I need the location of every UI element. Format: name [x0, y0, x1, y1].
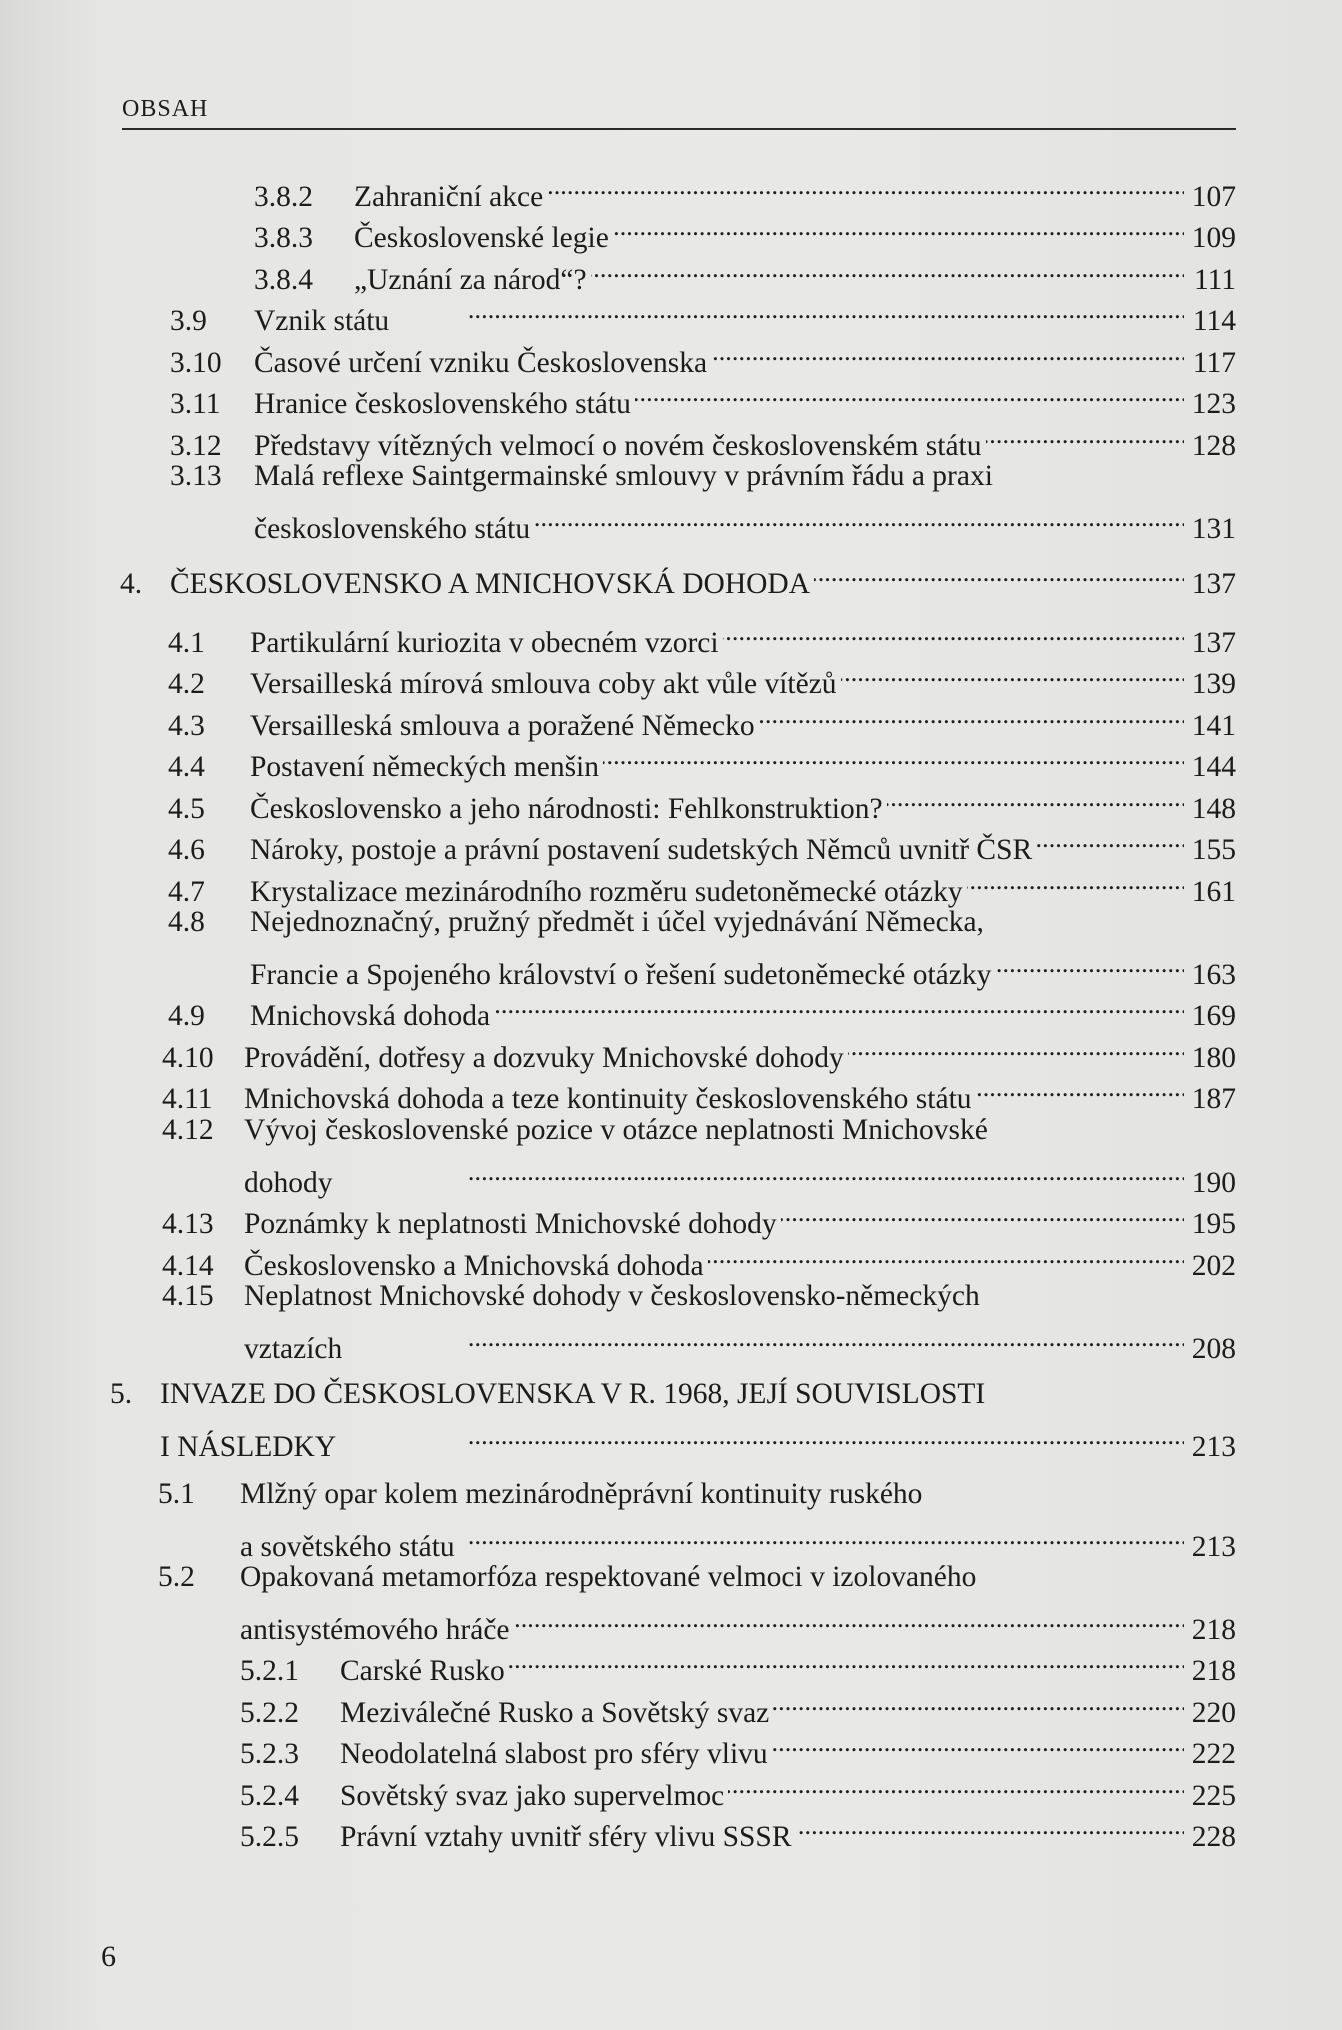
toc-title: ČESKOSLOVENSKO A MNICHOVSKÁ DOHODA [170, 568, 811, 600]
toc-page: 202 [1191, 1250, 1236, 1282]
toc-page: 155 [1191, 834, 1236, 866]
toc-title: Versailleská mírová smlouva coby akt vůle vítězů [250, 668, 837, 700]
toc-page: 137 [1191, 627, 1236, 659]
toc-page: 131 [1191, 513, 1236, 545]
toc-title: Nejednoznačný, pružný předmět i účel vyjednávání Německa, [250, 906, 984, 938]
dot-leader [591, 249, 1184, 289]
running-head: OBSAH [122, 96, 209, 122]
toc-title: Malá reflexe Saintgermainské smlouvy v právním řádu a praxi [254, 460, 993, 492]
dot-leader [708, 1235, 1184, 1275]
toc-number: 4.5 [168, 793, 205, 825]
toc-number: 3.8.3 [254, 222, 313, 254]
toc-number: 4.11 [162, 1083, 213, 1115]
toc-page: 117 [1192, 347, 1236, 379]
dot-leader [509, 1640, 1184, 1680]
toc-number: 4.3 [168, 710, 205, 742]
toc-page: 218 [1191, 1655, 1236, 1687]
toc-page: 141 [1191, 710, 1236, 742]
toc-title: Krystalizace mezinárodního rozměru sudetoněmecké otázky [250, 876, 963, 908]
toc-number: 5.2.1 [240, 1655, 299, 1687]
toc-number: 4.10 [162, 1042, 214, 1074]
toc-page: 109 [1191, 222, 1236, 254]
toc-number: 3.13 [170, 460, 222, 492]
toc-entry-first-line [158, 1557, 976, 1597]
toc-entry-first-line [158, 1474, 922, 1514]
toc-title: Postavení německých menšin [250, 751, 600, 783]
toc-title: Československo a Mnichovská dohoda [244, 1250, 704, 1282]
toc-page: 225 [1191, 1780, 1236, 1812]
page-number: 6 [101, 1940, 116, 1973]
toc-page: 190 [1191, 1167, 1236, 1199]
dot-leader [514, 1599, 1184, 1639]
toc-page: 128 [1191, 430, 1236, 462]
toc-title: Carské Rusko [340, 1655, 505, 1687]
dot-leader [613, 207, 1184, 247]
toc-title-continued: Francie a Spojeného království o řešení sudetoněmecké otázky [250, 959, 992, 991]
dot-leader [340, 1416, 1184, 1456]
toc-title: Československé legie [354, 222, 609, 254]
toc-title: Představy vítězných velmocí o novém československém státu [254, 430, 982, 462]
toc-number: 5.2.5 [240, 1821, 299, 1853]
dot-leader [723, 612, 1184, 652]
dot-leader [773, 1682, 1184, 1722]
toc-page: 213 [1191, 1431, 1236, 1463]
toc-title: „Uznání za národ“? [354, 264, 587, 296]
toc-number: 4.9 [168, 1000, 205, 1032]
toc-page: 123 [1191, 388, 1236, 420]
dot-leader [603, 736, 1184, 776]
toc-title: Mnichovská dohoda a teze kontinuity československého státu [244, 1083, 972, 1115]
toc-number: 3.10 [170, 347, 222, 379]
toc-title-continued: I NÁSLEDKY [160, 1431, 337, 1463]
toc-page: 163 [1191, 959, 1236, 991]
toc-title-continued: československého státu [254, 513, 531, 545]
dot-leader [711, 332, 1184, 372]
toc-title-continued: vztazích [244, 1333, 343, 1365]
toc-page: 111 [1193, 264, 1236, 296]
toc-title: Vývoj československé pozice v otázce neplatnosti Mnichovské [244, 1114, 988, 1146]
toc-entry [240, 1806, 1236, 1857]
toc-number: 3.11 [170, 388, 221, 420]
toc-number: 4.4 [168, 751, 205, 783]
dot-leader [814, 553, 1184, 593]
toc-number: 4.1 [168, 627, 205, 659]
toc-chapter [160, 1416, 1236, 1467]
toc-number: 4.14 [162, 1250, 214, 1282]
toc-entry-first-line [170, 456, 993, 496]
toc-title: Neplatnost Mnichovské dohody v československo-německých [244, 1280, 980, 1312]
toc-title: Zahraniční akce [354, 181, 544, 213]
toc-entry-first-line [168, 902, 984, 942]
dot-leader [848, 1027, 1184, 1067]
toc-number: 4.6 [168, 834, 205, 866]
dot-leader [547, 166, 1184, 206]
toc-number: 4.15 [162, 1280, 214, 1312]
toc-page: 228 [1191, 1821, 1236, 1853]
toc-page: 213 [1191, 1531, 1236, 1563]
toc-title: Versailleská smlouva a poražené Německo [250, 710, 755, 742]
toc-page: 137 [1191, 568, 1236, 600]
toc-title-continued: dohody [244, 1167, 333, 1199]
toc-number: 5.2.3 [240, 1738, 299, 1770]
toc-number: 4.7 [168, 876, 205, 908]
toc-number: 5.2 [158, 1561, 195, 1593]
toc-number: 3.8.2 [254, 181, 313, 213]
toc-title-continued: a sovětského státu [240, 1531, 455, 1563]
toc-page: 148 [1191, 793, 1236, 825]
toc-number: 5. [110, 1378, 133, 1410]
dot-leader [796, 1806, 1184, 1846]
toc-title: Opakovaná metamorfóza respektované velmoci v izolovaného [240, 1561, 977, 1593]
toc-entry-first-line [162, 1276, 980, 1316]
dot-leader [759, 695, 1184, 735]
toc-title: Vznik státu [254, 305, 390, 337]
toc-chapter-first-line [110, 1374, 985, 1414]
toc-title: Meziválečné Rusko a Sovětský svaz [340, 1697, 770, 1729]
toc-page: 144 [1191, 751, 1236, 783]
dot-leader [534, 498, 1184, 538]
toc-page: 220 [1191, 1697, 1236, 1729]
toc-page: 180 [1191, 1042, 1236, 1074]
dot-leader [976, 1068, 1184, 1108]
toc-number: 3.9 [170, 305, 207, 337]
toc-title: Mlžný opar kolem mezinárodněprávní kontinuity ruského [240, 1478, 923, 1510]
dot-leader [346, 1318, 1184, 1358]
dot-leader [772, 1723, 1184, 1763]
toc-title: Mnichovská dohoda [250, 1000, 491, 1032]
toc-title-continued: antisystémového hráče [240, 1614, 510, 1646]
toc-number: 5.2.4 [240, 1780, 299, 1812]
toc-entry-first-line [162, 1110, 988, 1150]
toc-number: 4.13 [162, 1208, 214, 1240]
header-rule [122, 128, 1236, 130]
toc-number: 5.2.2 [240, 1697, 299, 1729]
toc-page: 218 [1191, 1614, 1236, 1646]
toc-entry [244, 1318, 1236, 1369]
toc-page: 107 [1191, 181, 1236, 213]
dot-leader [1036, 819, 1184, 859]
toc-page: 139 [1191, 668, 1236, 700]
toc-title: Časové určení vzniku Československa [254, 347, 708, 379]
dot-leader [967, 861, 1184, 901]
dot-leader [393, 290, 1184, 330]
toc-page: 169 [1191, 1000, 1236, 1032]
toc-title: Poznámky k neplatnosti Mnichovské dohody [244, 1208, 777, 1240]
dot-leader [986, 415, 1184, 455]
toc-page: 114 [1192, 305, 1236, 337]
dot-leader [494, 985, 1184, 1025]
dot-leader [459, 1516, 1184, 1556]
toc-page: 161 [1191, 876, 1236, 908]
toc-number: 4.12 [162, 1114, 214, 1146]
dot-leader [781, 1193, 1184, 1233]
dot-leader [841, 653, 1184, 693]
toc-page: 222 [1191, 1738, 1236, 1770]
toc-title: Právní vztahy uvnitř sféry vlivu SSSR [340, 1821, 792, 1853]
toc-title: Sovětský svaz jako supervelmoc [340, 1780, 725, 1812]
toc-entry [254, 498, 1236, 549]
toc-title: Nároky, postoje a právní postavení sudetských Němců uvnitř ČSR [250, 834, 1033, 866]
toc-number: 3.12 [170, 430, 222, 462]
toc-title: Neodolatelná slabost pro sféry vlivu [340, 1738, 768, 1770]
toc-chapter [120, 553, 1236, 604]
toc-number: 4.2 [168, 668, 205, 700]
toc-page: 187 [1191, 1083, 1236, 1115]
toc-title: Partikulární kuriozita v obecném vzorci [250, 627, 719, 659]
toc-number: 3.8.4 [254, 264, 313, 296]
dot-leader [728, 1765, 1184, 1805]
dot-leader [635, 373, 1184, 413]
toc-title: Provádění, dotřesy a dozvuky Mnichovské dohody [244, 1042, 844, 1074]
toc-page: 195 [1191, 1208, 1236, 1240]
dot-leader [995, 944, 1184, 984]
toc-title: Československo a jeho národnosti: Fehlkonstruktion? [250, 793, 883, 825]
dot-leader [887, 778, 1184, 818]
toc-page: 208 [1191, 1333, 1236, 1365]
toc-number: 4. [120, 568, 143, 600]
toc-number: 5.1 [158, 1478, 195, 1510]
toc-number: 4.8 [168, 906, 205, 938]
toc-title: INVAZE DO ČESKOSLOVENSKA V R. 1968, JEJÍ SOUVISLOSTI [160, 1378, 986, 1410]
toc-title: Hranice československého státu [254, 388, 631, 420]
dot-leader [337, 1152, 1185, 1192]
